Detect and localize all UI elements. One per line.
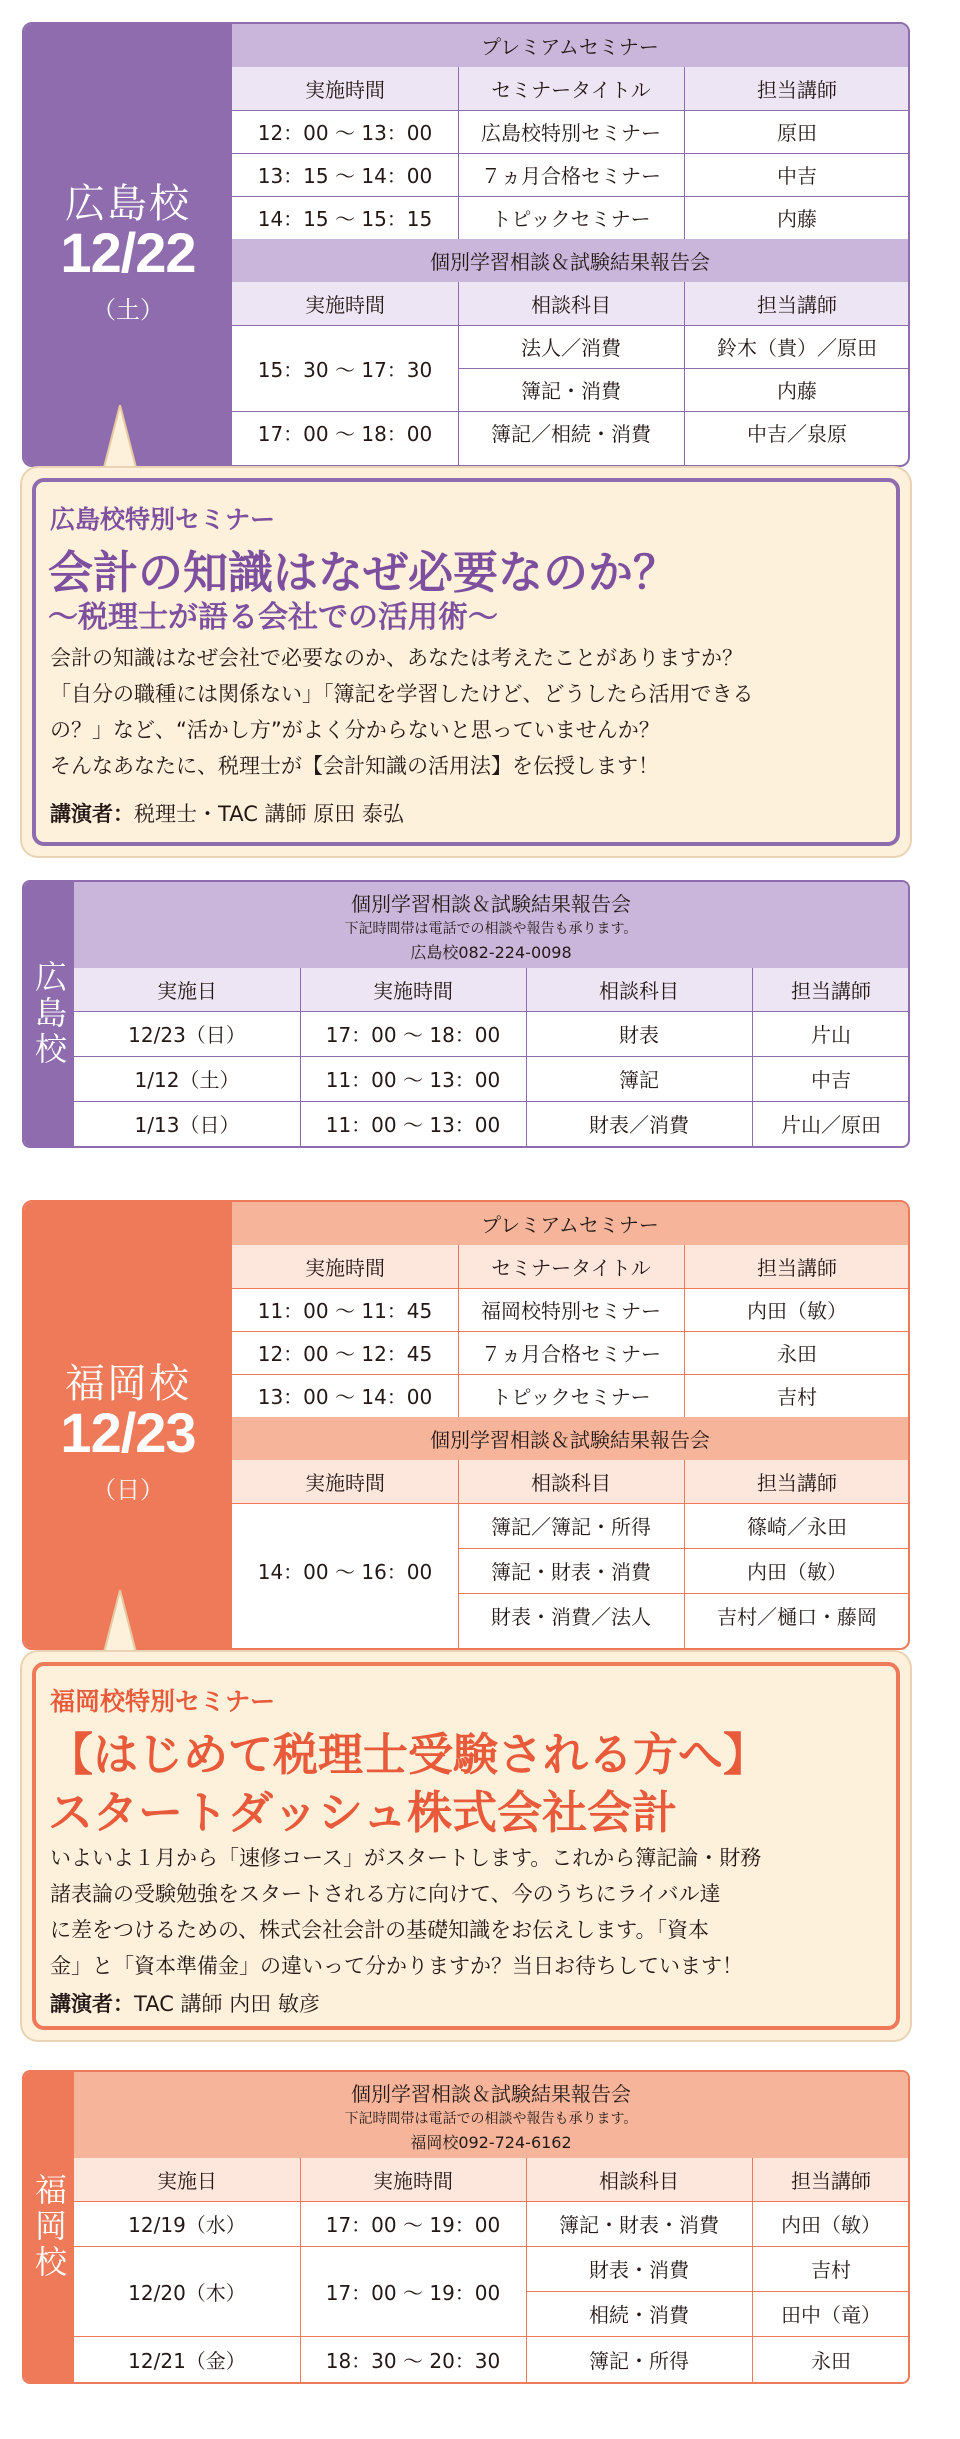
teacher-cell: 中吉 — [811, 1068, 851, 1092]
teacher-cell: 内藤 — [777, 207, 817, 231]
table-column-headers — [74, 968, 908, 1011]
body-line: 「自分の職種には関係ない」「簿記を学習したけど、どうしたら活用できる — [50, 682, 754, 706]
col-header-subject: 相談科目 — [599, 2169, 679, 2193]
time-cell: 18：30 ～ 20：30 — [325, 2348, 501, 2373]
consultation-title: 個別学習相談＆試験結果報告会 — [351, 2082, 631, 2106]
event-day-of-week: （土） — [92, 296, 164, 324]
teacher-cell: 内田（敏） — [747, 1560, 847, 1584]
hiroshima-consultation-table — [22, 880, 910, 1148]
title-cell: 福岡校特別セミナー — [481, 1299, 661, 1323]
table-row — [74, 2201, 908, 2246]
table-column-headers — [74, 2158, 908, 2201]
subject-cell: 簿記・財表・消費 — [559, 2213, 719, 2237]
time-cell: 11：00 ～ 13：00 — [325, 1113, 501, 1137]
subject-cell: 財表・消費 — [589, 2258, 689, 2282]
callout-headline: 【はじめて税理士受験される方へ】 — [48, 1728, 769, 1781]
time-cell: 12：00 ～ 13：00 — [257, 121, 433, 145]
teacher-cell: 片山／原田 — [781, 1113, 881, 1137]
col-header-teacher: 担当講師 — [791, 2169, 871, 2193]
title-cell: トピックセミナー — [491, 1385, 651, 1409]
col-header-time: 実施時間 — [305, 293, 385, 317]
teacher-cell: 鈴木（貴）／原田 — [717, 336, 877, 360]
table-row — [232, 1503, 908, 1638]
teacher-cell: 中吉 — [777, 164, 817, 188]
hiroshima-schedule — [22, 22, 910, 467]
consultation-header — [74, 882, 908, 968]
subject-cell: 簿記・消費 — [521, 379, 621, 403]
time-cell: 14：15 ～ 15：15 — [257, 207, 433, 231]
hiroshima-date-panel — [24, 24, 232, 465]
table-row — [232, 1288, 908, 1331]
fukuoka-schedule — [22, 1200, 910, 1650]
callout-speaker — [50, 798, 404, 828]
teacher-cell: 吉村 — [777, 1385, 817, 1409]
time-cell: 11：00 ～ 13：00 — [325, 1068, 501, 1092]
subject-cell: 簿記・所得 — [589, 2348, 689, 2373]
event-date: 12/22 — [60, 221, 196, 284]
subject-cell: 財表・消費／法人 — [491, 1605, 651, 1629]
callout-headline-sub: ～税理士が語る会社での活用術～ — [48, 600, 498, 635]
table-row — [74, 1056, 908, 1101]
date-cell: 1/13（日） — [134, 1113, 240, 1137]
time-cell: 17：00 ～ 19：00 — [325, 2280, 501, 2305]
time-cell: 15：30 ～ 17：30 — [257, 357, 433, 382]
col-header-subject: 相談科目 — [531, 293, 611, 317]
event-date: 12/23 — [60, 1401, 196, 1464]
campus-side-label: 広島校 — [24, 882, 74, 1146]
col-header-date: 実施日 — [157, 979, 217, 1003]
body-line: に差をつけるための、株式会社会計の基礎知識をお伝えします。「資本 — [50, 1918, 709, 1942]
body-line: そんなあなたに、税理士が【会計知識の活用法】を伝授します！ — [50, 754, 659, 778]
consultation-heading: 個別学習相談＆試験結果報告会 — [232, 239, 908, 282]
teacher-cell: 永田 — [777, 1342, 817, 1366]
fukuoka-special-seminar-callout — [22, 1652, 910, 2040]
phone-note: 下記時間帯は電話での相談や報告も承ります。 — [344, 921, 638, 937]
col-header-teacher: 担当講師 — [791, 979, 871, 1003]
table-row — [232, 1374, 908, 1417]
time-cell: 17：00 ～ 19：00 — [325, 2213, 501, 2237]
callout-subtitle: 福岡校特別セミナー — [50, 1687, 276, 1716]
col-header-teacher: 担当講師 — [757, 78, 837, 102]
campus-name: 広島校 — [65, 181, 191, 227]
table-row — [74, 2336, 908, 2382]
hiroshima-special-seminar-callout — [22, 468, 910, 856]
subject-cell: 法人／消費 — [521, 336, 621, 360]
title-cell: トピックセミナー — [491, 207, 651, 231]
fukuoka-date-panel — [24, 1202, 232, 1648]
premium-seminar-heading: プレミアムセミナー — [232, 24, 908, 67]
col-header-time: 実施時間 — [305, 78, 385, 102]
callout-speaker — [50, 1988, 320, 2018]
subject-cell: 簿記・財表・消費 — [491, 1560, 651, 1584]
date-cell: 12/21（金） — [128, 2348, 246, 2373]
callout-headline-sub: スタートダッシュ株式会社会計 — [48, 1786, 678, 1839]
speaker-label: 講演者： — [50, 802, 134, 826]
date-cell: 1/12（土） — [134, 1068, 240, 1092]
subject-cell: 財表／消費 — [589, 1113, 689, 1137]
phone-number: 福岡校092-724-6162 — [410, 2133, 572, 2152]
consultation-heading: 個別学習相談＆試験結果報告会 — [232, 1417, 908, 1460]
consultation-column-headers — [232, 282, 908, 325]
teacher-cell: 田中（竜） — [781, 2303, 881, 2327]
body-line: 会計の知識はなぜ会社で必要なのか、あなたは考えたことがありますか？ — [50, 646, 743, 670]
table-row — [232, 411, 908, 454]
col-header-title: セミナータイトル — [491, 1256, 651, 1280]
time-cell: 14：00 ～ 16：00 — [257, 1560, 433, 1584]
teacher-cell: 内田（敏） — [747, 1299, 847, 1323]
time-cell: 17：00 ～ 18：00 — [325, 1023, 501, 1047]
teacher-cell: 内田（敏） — [781, 2213, 881, 2237]
col-header-subject: 相談科目 — [599, 979, 679, 1003]
subject-cell: 相続・消費 — [589, 2303, 689, 2327]
consultation-title: 個別学習相談＆試験結果報告会 — [351, 892, 631, 916]
speaker-label: 講演者： — [50, 1992, 134, 2016]
time-cell: 17：00 ～ 18：00 — [257, 422, 433, 446]
campus-name: 福岡校 — [65, 1361, 191, 1407]
callout-headline: 会計の知識はなぜ必要なのか？ — [48, 546, 679, 599]
table-row — [232, 1331, 908, 1374]
phone-note: 下記時間帯は電話での相談や報告も承ります。 — [344, 2111, 638, 2127]
col-header-teacher: 担当講師 — [757, 293, 837, 317]
subject-cell: 簿記 — [619, 1068, 659, 1092]
date-cell: 12/20（木） — [128, 2280, 246, 2305]
table-row — [74, 1011, 908, 1056]
teacher-cell: 吉村 — [811, 2258, 851, 2282]
table-row — [232, 196, 908, 239]
fukuoka-consultation-table — [22, 2070, 910, 2384]
teacher-cell: 吉村／樋口・藤岡 — [717, 1605, 877, 1629]
hiroshima-schedule-grid — [232, 24, 908, 465]
phone-number: 広島校082-224-0098 — [410, 943, 572, 962]
consultation-column-headers — [232, 1460, 908, 1503]
col-header-teacher: 担当講師 — [757, 1256, 837, 1280]
callout-body — [50, 1840, 886, 1984]
col-header-subject: 相談科目 — [531, 1471, 611, 1495]
col-header-time: 実施時間 — [373, 2169, 453, 2193]
teacher-cell: 片山 — [811, 1023, 851, 1047]
col-header-teacher: 担当講師 — [757, 1471, 837, 1495]
table-row — [74, 1101, 908, 1146]
teacher-cell: 内藤 — [777, 379, 817, 403]
teacher-cell: 中吉／泉原 — [747, 422, 847, 446]
col-header-date: 実施日 — [157, 2169, 217, 2193]
premium-column-headers — [232, 67, 908, 110]
speaker-name: TAC 講師 内田 敏彦 — [134, 1992, 320, 2016]
body-line: の？」など、“活かし方”がよく分からないと思っていませんか？ — [50, 718, 660, 742]
body-line: 金」と「資本準備金」の違いって分かりますか？当日お待ちしています！ — [50, 1954, 743, 1978]
consultation-header — [74, 2072, 908, 2158]
fukuoka-schedule-grid — [232, 1202, 908, 1648]
callout-subtitle: 広島校特別セミナー — [50, 505, 276, 534]
teacher-cell: 原田 — [777, 121, 817, 145]
speaker-name: 税理士・TAC 講師 原田 泰弘 — [134, 802, 404, 826]
col-header-time: 実施時間 — [373, 979, 453, 1003]
title-cell: 広島校特別セミナー — [481, 121, 661, 145]
time-cell: 12：00 ～ 12：45 — [257, 1342, 433, 1366]
time-cell: 11：00 ～ 11：45 — [257, 1299, 433, 1323]
teacher-cell: 篠崎／永田 — [747, 1515, 847, 1539]
title-cell: ７ヵ月合格セミナー — [481, 164, 661, 188]
subject-cell: 財表 — [619, 1023, 659, 1047]
col-header-time: 実施時間 — [305, 1256, 385, 1280]
body-line: いよいよ１月から「速修コース」がスタートします。これから簿記論・財務 — [50, 1846, 762, 1870]
table-row — [232, 110, 908, 153]
col-header-title: セミナータイトル — [491, 78, 651, 102]
subject-cell: 簿記／簿記・所得 — [491, 1515, 651, 1539]
time-cell: 13：00 ～ 14：00 — [257, 1385, 433, 1409]
date-cell: 12/23（日） — [128, 1023, 246, 1047]
teacher-cell: 永田 — [811, 2348, 851, 2373]
premium-seminar-heading: プレミアムセミナー — [232, 1202, 908, 1245]
callout-body — [50, 640, 886, 784]
event-day-of-week: （日） — [92, 1476, 164, 1504]
date-cell: 12/19（水） — [128, 2213, 246, 2237]
table-row — [232, 153, 908, 196]
campus-side-label: 福岡校 — [24, 2072, 74, 2382]
premium-column-headers — [232, 1245, 908, 1288]
time-cell: 13：15 ～ 14：00 — [257, 164, 433, 188]
col-header-time: 実施時間 — [305, 1471, 385, 1495]
subject-cell: 簿記／相続・消費 — [491, 422, 651, 446]
body-line: 諸表論の受験勉強をスタートされる方に向けて、今のうちにライバル達 — [50, 1882, 721, 1906]
title-cell: ７ヵ月合格セミナー — [481, 1342, 661, 1366]
